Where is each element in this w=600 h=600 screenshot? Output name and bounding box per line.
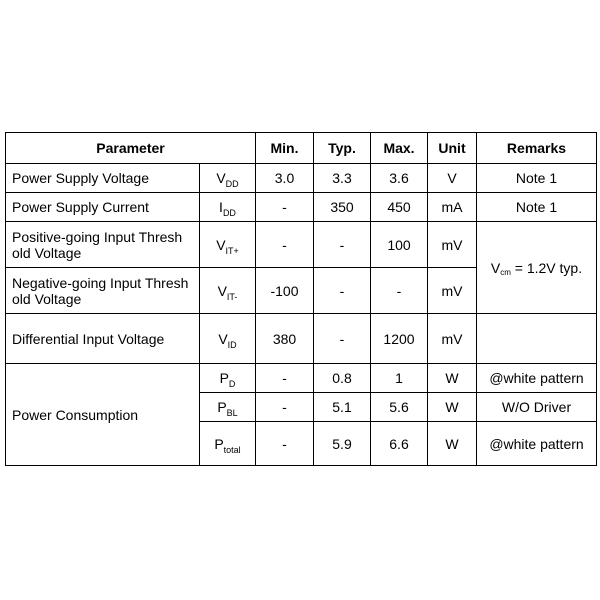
min-cell: 380 bbox=[256, 314, 314, 364]
param-cell: Positive-going Input Thresh old Voltage bbox=[6, 222, 200, 268]
max-cell: 6.6 bbox=[371, 422, 428, 466]
remarks-cell: Note 1 bbox=[477, 193, 597, 222]
min-cell: - bbox=[256, 222, 314, 268]
header-min: Min. bbox=[256, 133, 314, 164]
symbol-main: V bbox=[218, 330, 228, 347]
unit-cell: V bbox=[428, 164, 477, 193]
param-cell: Power Supply Voltage bbox=[6, 164, 200, 193]
unit-cell: W bbox=[428, 422, 477, 466]
vcm-remark-cell bbox=[477, 222, 597, 314]
max-cell: 1200 bbox=[371, 314, 428, 364]
symbol-cell bbox=[200, 164, 256, 193]
unit-cell: mV bbox=[428, 222, 477, 268]
unit-cell: W bbox=[428, 364, 477, 393]
min-cell: - bbox=[256, 193, 314, 222]
remarks-cell: @white pattern bbox=[477, 422, 597, 466]
remarks-cell: W/O Driver bbox=[477, 393, 597, 422]
table-row bbox=[6, 193, 597, 222]
typ-cell: 350 bbox=[314, 193, 371, 222]
remarks-cell: @white pattern bbox=[477, 364, 597, 393]
symbol-main: P bbox=[214, 435, 224, 452]
typ-cell: 3.3 bbox=[314, 164, 371, 193]
header-row bbox=[6, 133, 597, 164]
min-cell: - bbox=[256, 393, 314, 422]
symbol-cell bbox=[200, 422, 256, 466]
symbol-subscript: D bbox=[228, 379, 236, 389]
symbol-cell bbox=[200, 393, 256, 422]
symbol-cell bbox=[200, 268, 256, 314]
table-row bbox=[6, 364, 597, 393]
symbol-subscript: DD bbox=[225, 179, 239, 189]
table-row bbox=[6, 164, 597, 193]
max-cell: 100 bbox=[371, 222, 428, 268]
remarks-cell bbox=[477, 314, 597, 364]
vcm-main: V bbox=[490, 259, 501, 276]
header-unit: Unit bbox=[428, 133, 477, 164]
param-cell: Differential Input Voltage bbox=[6, 314, 200, 364]
min-cell: -100 bbox=[256, 268, 314, 314]
symbol-subscript: BL bbox=[226, 408, 238, 418]
symbol-cell bbox=[200, 314, 256, 364]
symbol-cell bbox=[200, 222, 256, 268]
symbol-main: V bbox=[216, 170, 226, 186]
typ-cell: 0.8 bbox=[314, 364, 371, 393]
typ-cell: 5.9 bbox=[314, 422, 371, 466]
min-cell: - bbox=[256, 364, 314, 393]
max-cell: 5.6 bbox=[371, 393, 428, 422]
symbol-cell bbox=[200, 364, 256, 393]
remarks-cell: Note 1 bbox=[477, 164, 597, 193]
min-cell: - bbox=[256, 422, 314, 466]
unit-cell: W bbox=[428, 393, 477, 422]
symbol-subscript: ID bbox=[227, 339, 237, 350]
unit-cell: mV bbox=[428, 314, 477, 364]
symbol-main: V bbox=[216, 236, 226, 253]
header-parameter: Parameter bbox=[6, 133, 256, 164]
symbol-subscript: DD bbox=[222, 208, 236, 218]
max-cell: - bbox=[371, 268, 428, 314]
typ-cell: - bbox=[314, 314, 371, 364]
symbol-main: P bbox=[219, 370, 229, 386]
symbol-subscript: IT+ bbox=[225, 245, 239, 256]
min-cell: 3.0 bbox=[256, 164, 314, 193]
symbol-cell bbox=[200, 193, 256, 222]
symbol-subscript: total bbox=[223, 444, 241, 455]
unit-cell: mA bbox=[428, 193, 477, 222]
power-consumption-label: Power Consumption bbox=[6, 364, 200, 466]
max-cell: 450 bbox=[371, 193, 428, 222]
symbol-main: P bbox=[217, 399, 227, 415]
unit-cell: mV bbox=[428, 268, 477, 314]
vcm-subscript: cm bbox=[500, 267, 511, 277]
max-cell: 1 bbox=[371, 364, 428, 393]
vcm-value: = 1.2V typ. bbox=[510, 259, 583, 276]
max-cell: 3.6 bbox=[371, 164, 428, 193]
param-cell: Power Supply Current bbox=[6, 193, 200, 222]
header-max: Max. bbox=[371, 133, 428, 164]
typ-cell: - bbox=[314, 268, 371, 314]
header-typ: Typ. bbox=[314, 133, 371, 164]
symbol-subscript: IT- bbox=[226, 291, 238, 302]
electrical-characteristics-table bbox=[5, 132, 597, 466]
typ-cell: - bbox=[314, 222, 371, 268]
table-row bbox=[6, 314, 597, 364]
header-remarks: Remarks bbox=[477, 133, 597, 164]
table-row bbox=[6, 222, 597, 268]
symbol-main: V bbox=[217, 282, 227, 299]
typ-cell: 5.1 bbox=[314, 393, 371, 422]
symbol-main: I bbox=[219, 199, 223, 215]
param-cell: Negative-going Input Thresh old Voltage bbox=[6, 268, 200, 314]
